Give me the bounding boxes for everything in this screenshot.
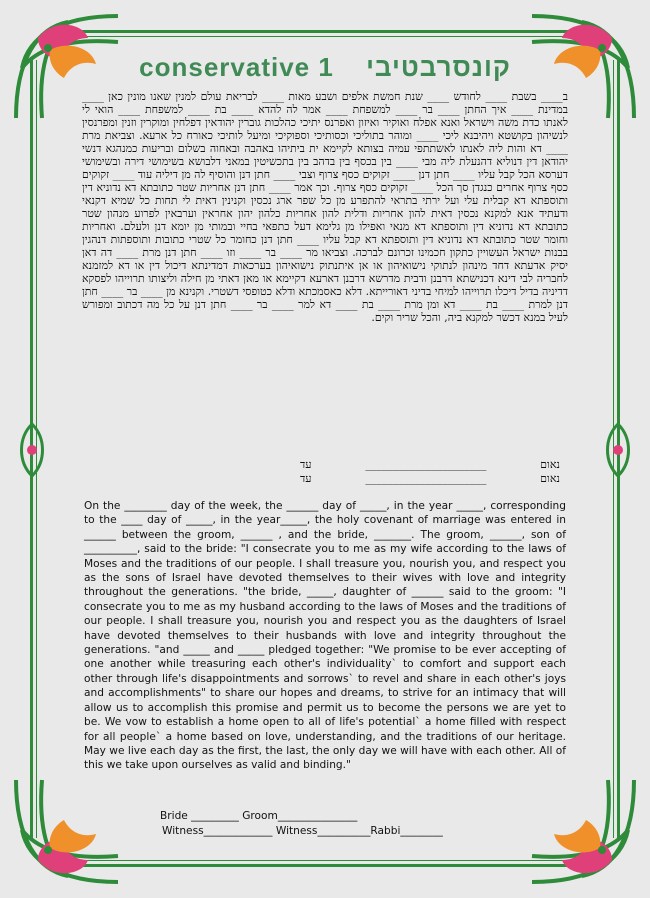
frame-bottom-line-inner xyxy=(60,860,590,861)
signature-blank: ______________________ xyxy=(365,472,487,485)
frame-bottom-line xyxy=(60,864,590,867)
hebrew-ketubah-text xyxy=(82,90,568,324)
corner-ornament-bottom-left xyxy=(8,770,128,890)
title-hebrew: קונסרבטיבי xyxy=(366,52,511,82)
frame-top-line xyxy=(60,30,590,33)
signature-role: עד xyxy=(300,472,312,485)
english-ketubah-text xyxy=(84,499,566,773)
hebrew-signature-line xyxy=(300,472,560,486)
signature-blank: ______________________ xyxy=(365,458,487,471)
signature-row-witnesses-rabbi: Witness_____________ Witness__________Rabbi________ xyxy=(162,824,443,837)
side-ornament-right xyxy=(598,420,638,480)
hebrew-signature-line xyxy=(300,458,560,472)
hebrew-signatures xyxy=(300,458,560,486)
title-english: conservative 1 xyxy=(139,52,334,82)
hebrew-paragraph: ב____ בשבת ____ לחודש ____ שנת חמשת אלפים ושבע מאות ____ לבריאת עולם למנין שאנו מונין כאן ____ במדינת ____ איך החתן ____ בר ____ למשפחת ____ אמר לה להדא ____ בת ____ למשפחת ____ הואי לי לאנתו כדת משה וישראל ואנא אפלח ואוקיר ואיזון ואפרנס יתיכי כהלכות גוברין יהודאין דפלחין ומוקרין וזנין ומפרנסין לנשיהון בקושטא ויהיבנא ליכי ____ ומוהר בתוליכי וכסותיכי וספוקיכי ומיעל לותיכי כאורח כל ארעא. וצביאת מרת ____ דא והות ליה לאנתו לאשתתפי עמיה בצותא לקיימא ית ביתיהו באהבה ובאחוה בשלום ובריעות כמנהגא דנשי יהודאן דין דנוליא דהנעלת ליה מבי ____ בין בכסף בין בדהב בין בתכשיטין במאני דלבושא בשימושי דירה ובשימושי דערסא הכל קבל עליו ____ חתן דנן ____ זקוקים כסף צרוף וצבי ____ חתן דנן והוסיף לה מן דיליה עוד ____ זקוקים כסף צרוף אחרים כנגדן סך הכל ____ זקוקים כסף צרוף. וכך אמר ____ חתן דנן אחריות שטר כתובתא דא נדוניא דין ותוספתא דא קבלית עלי ועל ירתי בתראי להתפרע מן כל שפר ארג נכסין וקנינין דאית לי תחות כל שמיא דקנאי ודעתיד אנא למקנא נכסין דאית להון אחריות ודלית להון אחריות כלהון יהון אחראין וערבאין לפרוע מנהון שטר כתובתא דא נדוניא דין ותוספתא דא מנאי ואפילו מן גלימא דעל כתפאי בחיי ובמותי מן יומא דנן ולעלם. ואחריות וחומר שטר כתובתא דא נדוניא דין ותוספתא דא קבל עליו ____ חתן דנן כחומר כל שטרי כתובות ותוספתות דנהגין בבנות ישראל העשויין כתקון חכמינו זכרונם לברכה. וצביאו מר ____ בר ____ וזו ____ חתן דנן מרת ____ דה דאן יסיק אדעתא דחד מינהון לנתוקי נישואיהון או אן איתנתוק נישואיהון בערכאות דמדינתא דיכול דין או דא למזמנא לחבריה לבי דינא דכנישתא דרבנן ודבית מדרשא דרבנן דארעא דקיימא או מאן דאתי מן חילה וליצותו תרוייהו לפסקא דדיניה בדיל דיכלו תרוייהו למיחי בדיני דאורייתא. דלא כאסמכתא ודלא כטופסי דשטרי. וקנינא מן ____ בר ____ חתן דנן למרת ____ בת ____ דא ומן מרת ____ בת ____ דא למר ____ בר ____ חתן דנן על כל מה דכתוב ומפורש לעיל במנא דכשר למקנא ביה, והכל שריר וקים. xyxy=(82,90,568,324)
page-title xyxy=(0,52,650,83)
side-ornament-left xyxy=(12,420,52,480)
frame-top-line-inner xyxy=(60,36,590,37)
english-paragraph: On the ________ day of the week, the ______ day of _____, in the year _____, corresponding to the ____ day of _____, in the year_____, the holy covenant of marriage was entered in ______ between the groom, ______ , and the bride, _______. The groom, ______, son of __________, said to the bride: "I consecrate you to me as my wife according to the laws of Moses and the traditions of our people. I shall treasure you, nourish you, and respect you as the sons of Israel have devoted themselves to their wives with love and integrity throughout the generations. "the bride, _____, daughter of ______ said to the groom: "I consecrate you to me as my husband according to the laws of Moses and the traditions of our people. I shall treasure you, nourish you and respect you as the daughters of Israel have devoted themselves to their husbands with love and integrity throughout the generations. "and _____ and _____ pledged together: "We promise to be ever accepting of one another while treasuring each other's individuality` to comfort and support each other through life's disappointments and sorrows` to revel and share in each other's joys and accomplishments" to share our hopes and dreams, to strive for an intimacy that will allow us to accomplish this promise and permit us to become the persons we are yet to be. We vow to establish a home open to all of life's potential` a home filled with respect for all people` a home based on love, understanding, and the traditions of our heritage. May we live each day as the first, the last, the only day we will have with each other. All of this we take upon ourselves as valid and binding." xyxy=(84,500,566,772)
english-signatures xyxy=(160,809,560,838)
signature-label: נאום xyxy=(540,458,560,471)
signature-row-bride-groom: Bride _________ Groom_______________ xyxy=(160,810,358,822)
signature-label: נאום xyxy=(540,472,560,485)
signature-role: עד xyxy=(300,458,312,471)
